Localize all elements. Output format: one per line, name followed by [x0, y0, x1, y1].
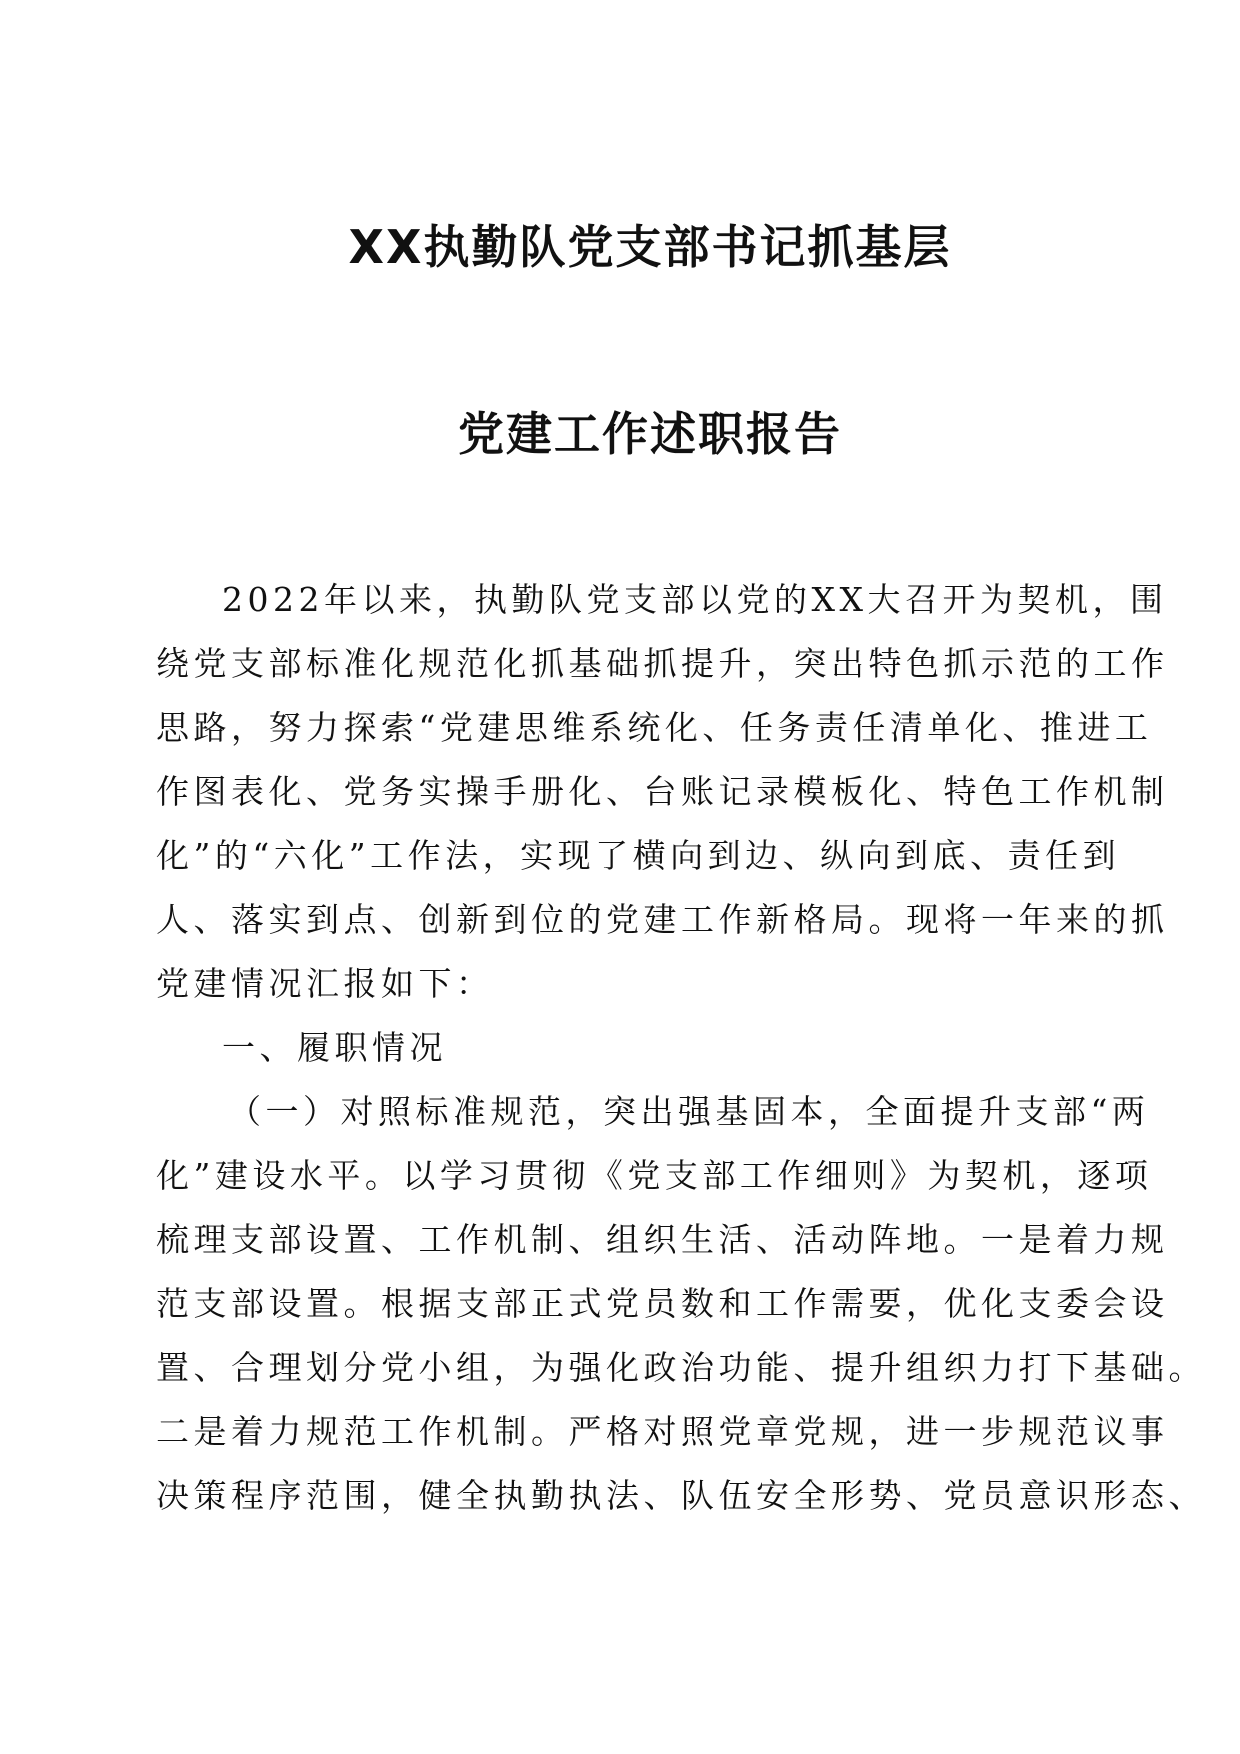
paragraph-line: 2022年以来，执勤队党支部以党的XX大召开为契机，围: [222, 580, 1168, 619]
paragraph-line: 党建情况汇报如下：: [156, 964, 494, 1003]
paragraph-line: 梳理支部设置、工作机制、组织生活、活动阵地。一是着力规: [156, 1220, 1169, 1259]
paragraph-line: （一）对照标准规范，突出强基固本，全面提升支部“两: [228, 1092, 1150, 1131]
paragraph-line: 思路，努力探索“党建思维系统化、任务责任清单化、推进工: [156, 708, 1153, 747]
paragraph-line: 二是着力规范工作机制。严格对照党章党规，进一步规范议事: [156, 1412, 1169, 1451]
paragraph-line: 作图表化、党务实操手册化、台账记录模板化、特色工作机制: [156, 772, 1169, 811]
document-title-line-1: XX执勤队党支部书记抓基层: [348, 220, 952, 274]
paragraph-line: 化”的“六化”工作法，实现了横向到边、纵向到底、责任到: [156, 836, 1121, 875]
paragraph-line: 化”建设水平。以学习贯彻《党支部工作细则》为契机，逐项: [156, 1156, 1153, 1195]
paragraph-line: 绕党支部标准化规范化抓基础抓提升，突出特色抓示范的工作: [156, 644, 1169, 683]
document-title-line-2: 党建工作述职报告: [458, 407, 842, 461]
paragraph-line: 决策程序范围，健全执勤执法、队伍安全形势、党员意识形态、: [156, 1476, 1206, 1515]
paragraph-line: 置、合理划分党小组，为强化政治功能、提升组织力打下基础。: [156, 1348, 1206, 1387]
paragraph-line: 人、落实到点、创新到位的党建工作新格局。现将一年来的抓: [156, 900, 1169, 939]
paragraph-line: 范支部设置。根据支部正式党员数和工作需要，优化支委会设: [156, 1284, 1169, 1323]
section-heading: 一、履职情况: [222, 1028, 447, 1067]
